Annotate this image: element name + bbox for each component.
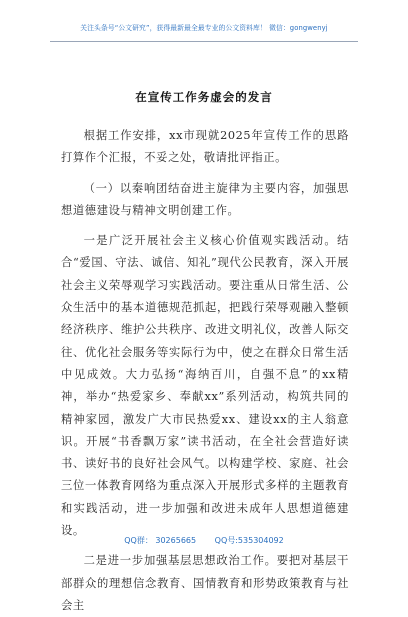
footer-qq-group: QQ群： 30265665 [124,536,197,545]
footer-contact [0,535,408,546]
header-banner: 关注头条号“公文研究”，获得最新最全最专业的公文资料库！ 微信：gongwenyj [80,24,328,32]
footer-qq-number: QQ号:535304092 [214,536,284,545]
paragraph-item-two: 二是进一步加强基层思想政治工作。要把对基层干部群众的理想信念教育、国情教育和形势政策教育与社会主 [61,554,349,612]
paragraph-item-one: 一是广泛开展社会主义核心价值观实践活动。结合“爱国、守法、诚信、知礼”现代公民教育，深入开展社会主义荣辱观学习实践活动。要注重从日常生活、公众生活中的基本道德规范抓起，把践行荣辱观融入整顿经济秩序、维护公共秩序、改进文明礼仪，改善人际交往、优化社会服务等实际行为中，使之在群众日常生活中见成效。大力弘扬“海纳百川，自强不息”的xx精神，举办“热爱家乡、奉献xx”系列活动，构筑共同的精神家园，激发广大市民热爱xx、建设xx的主人翁意识。开展“书香飘万家”读书活动，在全社会营造好读书、读好书的良好社会风气。以构建学校、家庭、社会三位一体教育网络为重点深入开展形式多样的主题教育和实践活动，进一步加强和改进未成年人思想道德建设。 [61,234,349,538]
paragraph-intro: 根据工作安排，xx市现就2025年宣传工作的思路打算作个汇报，不妥之处，敬请批评指正。 [61,129,349,165]
header-divider [50,41,358,42]
document-title: 在宣传工作务虚会的发言 [135,90,273,104]
paragraph-section-heading: （一）以秦响团结奋进主旋律为主要内容，加强思想道德建设与精神文明创建工作。 [61,181,349,217]
